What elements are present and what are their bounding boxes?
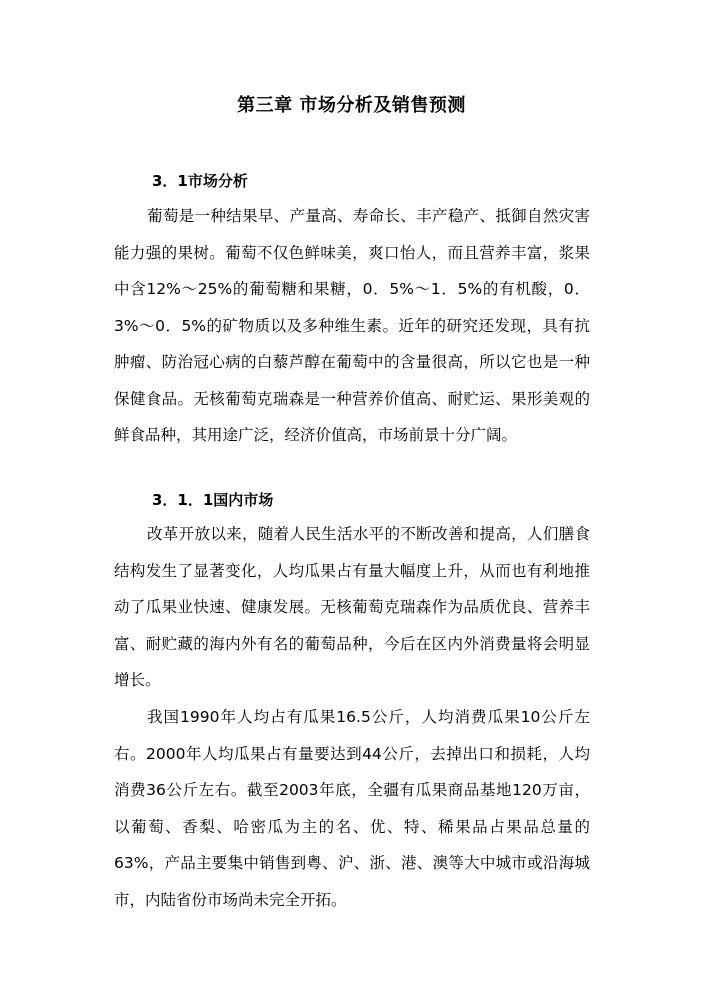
paragraph-grape-overview: 葡萄是一种结果早、产量高、寿命长、丰产稳产、抵御自然灾害能力强的果树。葡萄不仅色鲜味美，爽口怡人，而且营养丰富，浆果中含12%～25%的葡萄糖和果糖，0．5%～1．5%的有机酸，0．3%～0．5%的矿物质以及多种维生素。近年的研究还发现，具有抗肿瘤、防治冠心病的白藜芦醇在葡萄中的含量很高，所以它也是一种保健食品。无核葡萄克瑞森是一种营养价值高、耐贮运、果形美观的鲜食品种，其用途广泛，经济价值高，市场前景十分广阔。 xyxy=(114,207,590,444)
paragraph-consumption-statistics: 我国1990年人均占有瓜果16.5公斤，人均消费瓜果10公斤左右。2000年人均瓜果占有量要达到44公斤，去掉出口和损耗，人均消费36公斤左右。截至2003年底，全疆有瓜果商品基地120万亩，以葡萄、香梨、哈密瓜为主的名、优、特、稀果品占果品总量的63%，产品主要集中销售到粤、沪、浙、港、澳等大中城市或沿海城市，内陆省份市场尚未完全开拓。 xyxy=(114,708,590,909)
paragraph-domestic-demand: 改革开放以来，随着人民生活水平的不断改善和提高，人们膳食结构发生了显著变化，人均瓜果占有量大幅度上升，从而也有利地推动了瓜果业快速、健康发展。无核葡萄克瑞森作为品质优良、营养丰富、耐贮藏的海内外有名的葡萄品种，今后在区内外消费量将会明显增长。 xyxy=(114,525,590,689)
subsection-heading-domestic-market: 3．1．1国内市场 xyxy=(152,491,274,509)
section-heading-market-analysis: 3．1市场分析 xyxy=(152,172,248,190)
chapter-title: 第三章 市场分析及销售预测 xyxy=(237,95,466,116)
